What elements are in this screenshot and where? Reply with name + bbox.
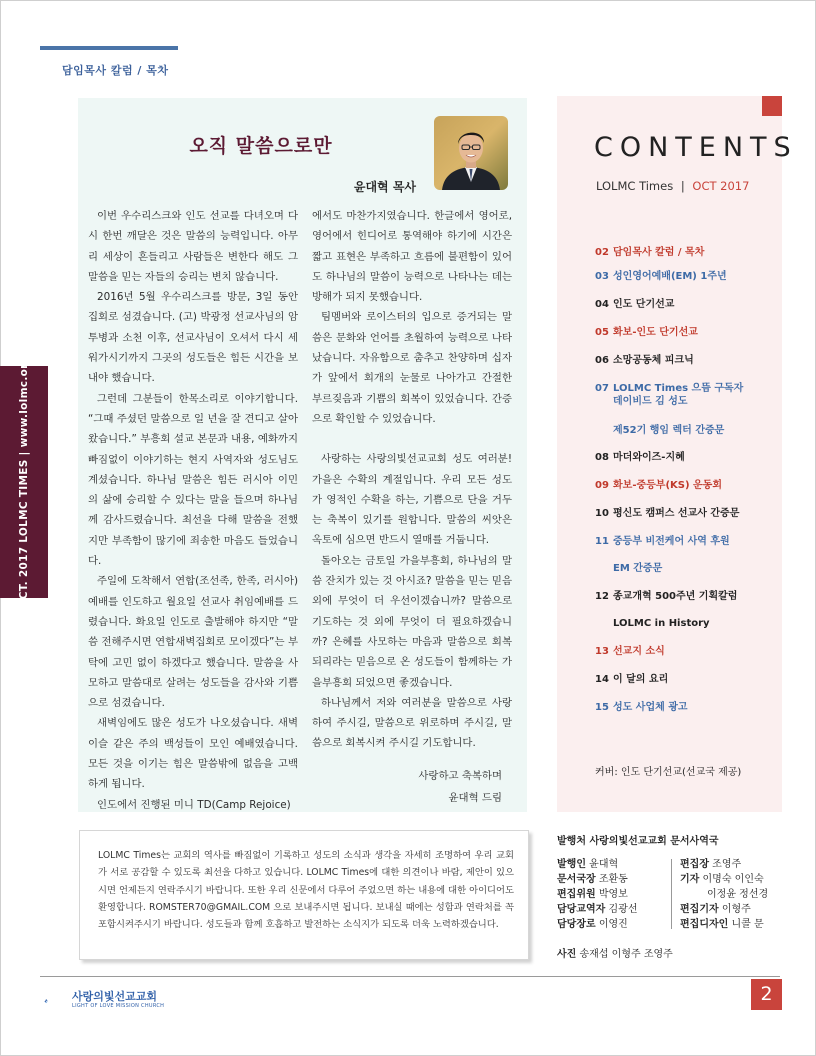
column-closing: 사랑하고 축복하며: [418, 769, 502, 782]
staff-name: 윤대혁: [589, 859, 619, 870]
column-paragraph: 그런데 그분들이 한목소리로 이야기합니다. “그때 주셨던 말씀으로 일 년을 잘 견디고 살아왔습니다.” 부흥회 설교 본문과 내용, 예화까지 빠짐없이 이야기하는 현지 사역자와 성도님도 계셨습니다. 하나님 말씀은 힘든 러시아 이민의 삶에 승리할 수 있다는 말을 들으며 하나님께 감사드렸습니다. 최선을 다해 말씀을 전했지만 부족함이 많기에 죄송한 마음도 들었습니다.: [88, 392, 298, 568]
column-paragraph: 에서도 마찬가지였습니다. 한글에서 영어로, 영어에서 힌디어로 통역해야 하기에 시간은 짧고 표현은 부족하고 흐름에 불편함이 있어도 하나님의 말씀이 능력으로 나타나는 데는 방해가 되지 못했습니다.: [312, 210, 512, 304]
staff-role: 편집디자인: [680, 919, 729, 930]
staff-role: 담당장로: [557, 919, 596, 930]
toc-page-number: 05: [595, 327, 609, 338]
toc-title: 성인영어예배(EM) 1주년: [613, 271, 727, 282]
toc-page-number: 06: [595, 355, 609, 366]
staff-list-left: [557, 857, 637, 932]
staff-divider: [671, 859, 672, 929]
staff-name: 이형주: [721, 904, 751, 915]
toc-page-number: 08: [595, 452, 609, 463]
column-author: 윤대혁 목사: [353, 180, 416, 194]
column-signature: 윤대혁 드림: [448, 791, 502, 804]
staff-entry: [557, 887, 637, 902]
staff-role: 발행인: [557, 859, 586, 870]
pastor-photo: [434, 116, 508, 190]
staff-entry: [557, 902, 637, 917]
toc-item[interactable]: [595, 617, 775, 630]
toc-page-number: 04: [595, 299, 609, 310]
staff-name: 김광선: [608, 904, 638, 915]
toc-page-number: 10: [595, 508, 609, 519]
column-left-text: [88, 206, 298, 815]
staff-entry: [680, 857, 768, 872]
toc-item[interactable]: [595, 424, 775, 437]
toc-title: 화보-중등부(KS) 운동회: [613, 480, 723, 491]
toc-title: 마더와이즈-지혜: [613, 452, 685, 463]
staff-list-right: [680, 857, 768, 932]
column-paragraph: 하나님께서 저와 여러분을 말씀으로 사랑하여 주시길, 말씀으로 위로하며 주시길, 말씀으로 회복시켜 주시길 기도합니다.: [312, 696, 512, 750]
church-logo-name: 사랑의빛선교교회: [72, 990, 158, 1003]
church-logo-icon: [44, 988, 70, 1014]
staff-entry: [557, 857, 637, 872]
toc-title: 성도 사업체 광고: [613, 702, 688, 713]
page-number: 2: [751, 979, 782, 1010]
cover-note: 커버: 인도 단기선교(선교국 제공): [595, 767, 742, 778]
toc-item[interactable]: [595, 562, 775, 575]
toc-title: 소망공동체 피크닉: [613, 355, 694, 366]
column-paragraph: 돌아오는 금토일 가을부흥회, 하나님의 말씀 잔치가 있는 것 아시죠? 말씀을 믿는 믿음 외에 무엇이 더 우선이겠습니까? 말씀으로 기도하는 것 외에 무엇이 더 필요하겠습니까? 은혜를 사모하는 마음과 말씀으로 회복되리라는 믿음으로 온 성도들이 함께하는 가을부흥회 되었으면 좋겠습니다.: [312, 554, 512, 689]
toc-item[interactable]: [595, 326, 775, 339]
toc-item[interactable]: [595, 354, 775, 367]
toc-item[interactable]: [595, 535, 775, 548]
toc-item[interactable]: [595, 590, 775, 603]
issue-date: OCT 2017: [692, 179, 750, 193]
column-title: 오직 말씀으로만: [189, 135, 333, 157]
notice-box: LOLMC Times는 교회의 역사를 빠짐없이 기록하고 성도의 소식과 생각을 자세히 조명하여 우리 교회가 서로 공감할 수 있도록 최선을 다하고 있습니다. LOLMC Times에 대한 의견이나 바람, 제안이 있으시면 언제든지 연락주시기 바랍니다. 또한 우리 신문에서 다루어 주었으면 하는 내용에 대한 아이디어도 환영합니다. ROMSTER70@GMAIL.COM 으로 보내주시면 됩니다. 보내실 때에는 성함과 연락처를 꼭 포함시켜주시기 바랍니다. 성도들과 함께 호흡하고 발전하는 소식지가 되도록 더욱 노력하겠습니다.: [79, 830, 529, 960]
toc-page-number: 07: [595, 383, 609, 394]
publisher-line: 발행처 사랑의빛선교교회 문서사역국: [557, 836, 719, 847]
footer-divider: [40, 976, 780, 977]
contents-title: CONTENTS: [594, 132, 798, 163]
toc-title: 인도 단기선교: [613, 299, 675, 310]
column-paragraph: 팀멤버와 로이스터의 입으로 증거되는 말씀은 문화와 언어를 초월하여 능력으로 나타났습니다. 자유함으로 춤추고 찬양하며 십자가 앞에서 회개의 눈물로 나아가고 간절한 부르짖음과 기쁨의 회복이 있었습니다. 간증으로 확인할 수 있었습니다.: [312, 311, 512, 425]
toc-title: LOLMC Times 으뜸 구독자 데이비드 김 성도: [613, 383, 744, 407]
toc-title: 이 달의 요리: [613, 674, 669, 685]
staff-entry: [680, 887, 768, 902]
staff-role: 편집기자: [680, 904, 719, 915]
column-right-text: [312, 206, 512, 826]
column-signoff: [312, 766, 512, 826]
toc-page-number: 03: [595, 271, 609, 282]
toc-title: LOLMC in History: [613, 618, 710, 629]
toc-page-number: 13: [595, 646, 609, 657]
toc-item[interactable]: [595, 479, 775, 492]
toc-item[interactable]: [595, 382, 775, 408]
toc-item[interactable]: [595, 451, 775, 464]
subtitle-separator: |: [680, 179, 685, 193]
column-paragraph: 이번 우수리스크와 인도 선교를 다녀오며 다시 한번 깨달은 것은 말씀의 능력입니다. 아무리 세상이 흔들리고 사람들은 변한다 해도 그 말씀을 믿는 자들의 승리는 변치 않습니다.: [88, 210, 298, 283]
toc-item[interactable]: [595, 270, 775, 283]
toc-title: 담임목사 칼럼 / 목차: [613, 247, 705, 258]
staff-name: 이명숙 이인숙: [702, 874, 764, 885]
staff-role: 문서국장: [557, 874, 596, 885]
staff-role: 편집위원: [557, 889, 596, 900]
staff-entry: [680, 902, 768, 917]
pastor-photo-image: [434, 116, 508, 190]
toc-page-number: 11: [595, 536, 609, 547]
staff-entry: [557, 917, 637, 932]
column-paragraph: 2016년 5월 우수리스크를 방문, 3일 동안 집회로 섬겼습니다. (고) 박광정 선교사님의 암 투병과 소천 이후, 선교사님이 오셔서 다시 세워가시기까지 그곳의 성도들은 힘든 시간을 보내야 했습니다.: [88, 291, 298, 385]
toc-title: 선교지 소식: [613, 646, 665, 657]
contents-subtitle: [596, 179, 749, 193]
toc-item[interactable]: [595, 507, 775, 520]
column-paragraph: 사랑하는 사랑의빛선교교회 성도 여러분! 가을은 수확의 계절입니다. 우리 모든 성도가 영적인 수확을 하는, 기쁨으로 단을 거두는 축복이 있기를 원합니다. 말씀의 씨앗은 옥토에 심으면 반드시 열매를 거둡니다.: [312, 453, 512, 547]
staff-name: 박영보: [598, 889, 628, 900]
toc-page-number: 15: [595, 702, 609, 713]
section-label: 담임목사 칼럼 / 목차: [62, 64, 169, 77]
toc-page-number: 14: [595, 674, 609, 685]
toc-item[interactable]: [595, 673, 775, 686]
church-logo-subtitle: LIGHT OF LOVE MISSION CHURCH: [72, 1003, 165, 1009]
staff-name: 조영주: [712, 859, 742, 870]
staff-role: 편집장: [680, 859, 709, 870]
toc-item[interactable]: [595, 246, 775, 259]
toc-item[interactable]: [595, 701, 775, 714]
staff-name: 이정윤 정선경: [707, 889, 769, 900]
column-paragraph: 주일에 도착해서 연합(조선족, 한족, 러시아)예배를 인도하고 월요일 선교사 취임예배를 드렸습니다. 화요일 인도로 출발해야 하지만 “말씀 전해주시면 연합새벽집회로 모이겠다”는 부탁에 고민 없이 하겠다고 했습니다. 말씀을 사모하고 말씀대로 살려는 성도들을 감사와 기쁨으로 섬겼습니다.: [88, 575, 298, 710]
staff-name: 니콜 문: [731, 919, 764, 930]
column-paragraph: 새벽임에도 많은 성도가 나오셨습니다. 새벽이슬 같은 주의 백성들이 모인 예배였습니다. 모든 것을 이기는 힘은 말씀밖에 없음을 고백하게 됩니다.: [88, 717, 298, 791]
toc-item[interactable]: [595, 298, 775, 311]
staff-role: 담당교역자: [557, 904, 606, 915]
table-of-contents: [595, 246, 775, 714]
toc-title: EM 간증문: [613, 563, 663, 574]
publication-name: LOLMC Times: [596, 179, 674, 193]
toc-title: 평신도 캠퍼스 선교사 간증문: [613, 508, 740, 519]
staff-entry: [557, 872, 637, 887]
staff-name: 조환동: [598, 874, 628, 885]
toc-title: 제52기 행임 렉터 간증문: [613, 425, 725, 436]
toc-item[interactable]: [595, 645, 775, 658]
accent-square: [762, 96, 782, 116]
top-accent-bar: [40, 46, 178, 50]
staff-entry: [680, 917, 768, 932]
column-paragraph: 인도에서 진행된 미니 TD(Camp Rejoice): [97, 798, 291, 811]
staff-entry: [680, 872, 768, 887]
toc-page-number: 02: [595, 247, 609, 258]
photo-credit-role: 사진: [557, 949, 577, 960]
staff-name: 이영진: [598, 919, 628, 930]
toc-title: 화보-인도 단기선교: [613, 327, 698, 338]
staff-role: 기자: [680, 874, 700, 885]
photo-credit-names: 송재섭 이형주 조영주: [579, 949, 673, 960]
toc-page-number: 09: [595, 480, 609, 491]
toc-title: 중등부 비전케어 사역 후원: [613, 536, 730, 547]
toc-page-number: 12: [595, 591, 609, 602]
side-tab-text: OCT. 2017 LOLMC TIMES | www.lolmc.org: [18, 355, 30, 609]
toc-title: 종교개혁 500주년 기획칼럼: [613, 591, 738, 602]
photo-credit: [557, 945, 673, 960]
